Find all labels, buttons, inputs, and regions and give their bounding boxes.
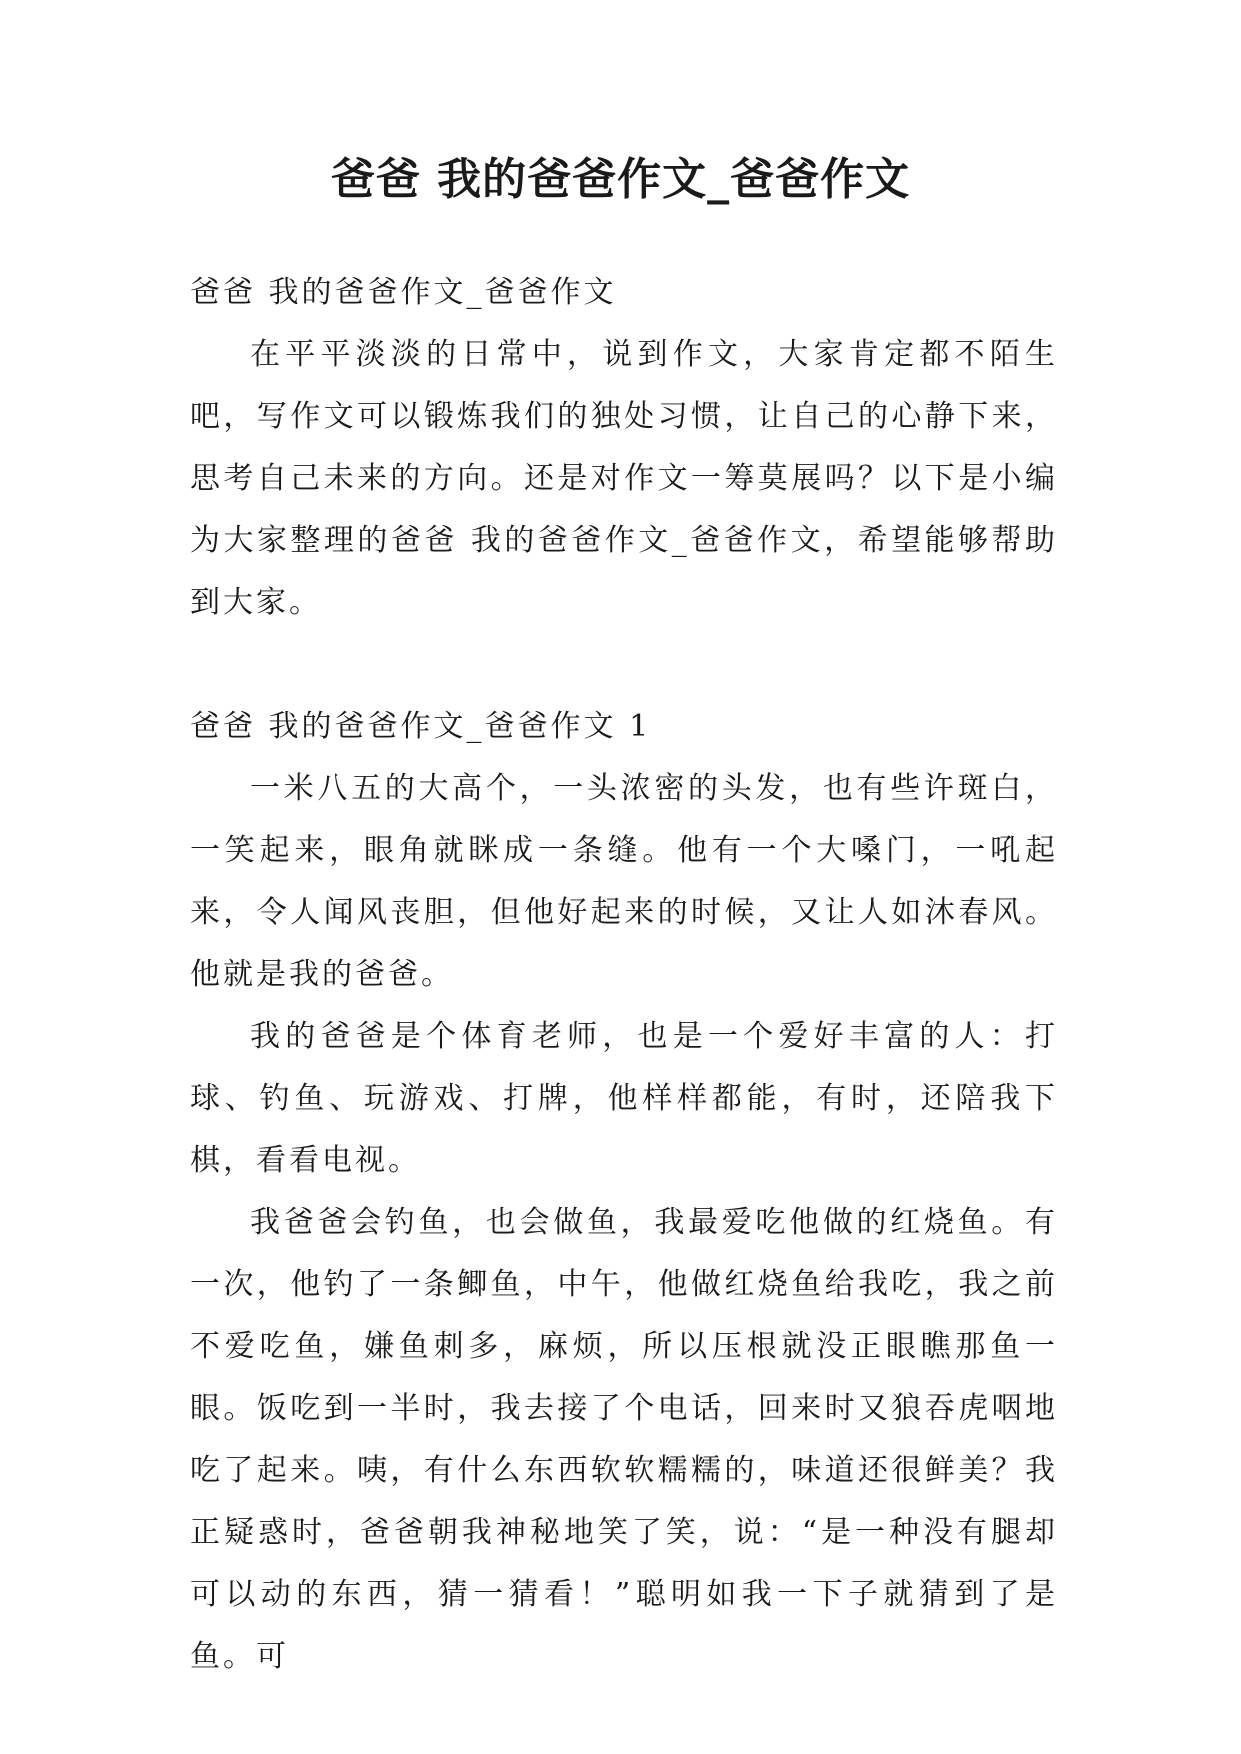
section-spacer [190,634,1058,696]
document-title: 爸爸 我的爸爸作文_爸爸作文 [330,154,911,205]
section1-heading: 爸爸 我的爸爸作文_爸爸作文 1 [190,709,652,744]
section1-paragraph-3: 我爸爸会钓鱼，也会做鱼，我最爱吃他做的红烧鱼。有一次，他钓了一条鲫鱼，中午，他做红烧鱼给我吃，我之前不爱吃鱼，嫌鱼刺多，麻烦，所以压根就没正眼瞧那鱼一眼。饭吃到一半时，我去接了个电话，回来时又狼吞虎咽地吃了起来。咦，有什么东西软软糯糯的，味道还很鲜美？我正疑惑时，爸爸朝我神秘地笑了笑，说：“是一种没有腿却可以动的东西，猜一猜看！”聪明如我一下子就猜到了是鱼。可 [190,1205,1058,1674]
section1-paragraph-1: 一米八五的大高个，一头浓密的头发，也有些许斑白，一笑起来，眼角就眯成一条缝。他有一个大嗓门，一吼起来，令人闻风丧胆，但他好起来的时候，又让人如沐春风。他就是我的爸爸。 [190,771,1058,992]
intro-paragraph: 在平平淡淡的日常中，说到作文，大家肯定都不陌生吧，写作文可以锻炼我们的独处习惯，让自己的心静下来，思考自己未来的方向。还是对作文一筹莫展吗？以下是小编为大家整理的爸爸 我的爸爸作文_爸爸作文，希望能够帮助到大家。 [190,337,1058,620]
section1-paragraph-2: 我的爸爸是个体育老师，也是一个爱好丰富的人：打球、钓鱼、玩游戏、打牌，他样样都能，有时，还陪我下棋，看看电视。 [190,1019,1058,1178]
intro-heading: 爸爸 我的爸爸作文_爸爸作文 [190,275,617,310]
document-body [190,262,1058,1688]
